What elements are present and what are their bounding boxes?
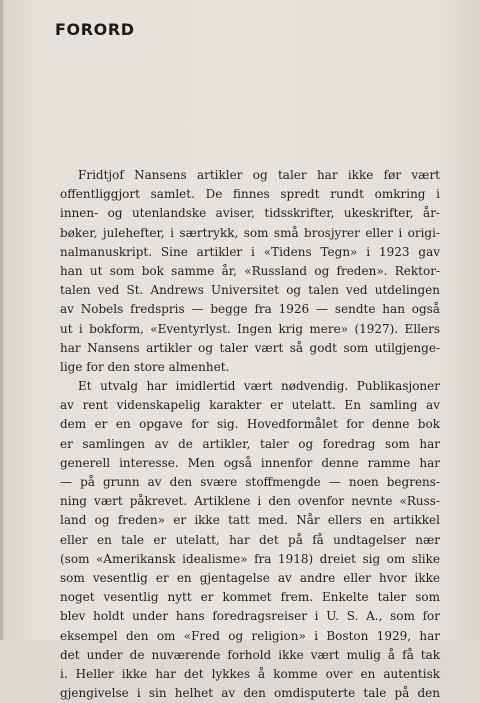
text-line: eksempel den om «Fred og religion» i Boston 1929, har (60, 628, 440, 643)
text-line: talen ved St. Andrews Universitet og talen ved utdelingen (60, 283, 440, 298)
text-line: det under de nuværende forhold ikke vært mulig å få tak (60, 647, 440, 662)
text-line: ut i bokform, «Eventyrlyst. Ingen krig mere» (1927). Ellers (60, 321, 440, 336)
text-line: er samlingen av de artikler, taler og foredrag som har (60, 436, 440, 451)
text-line: av rent videnskapelig karakter er utelatt. En samling av (60, 398, 440, 413)
text-line: generell interesse. Men også innenfor denne ramme har (60, 455, 440, 470)
text-line: offentliggjort samlet. De finnes spredt rundt omkring i (60, 187, 440, 202)
text-line: av Nobels fredspris — begge fra 1926 — sendte han også (60, 302, 440, 317)
text-line: bøker, julehefter, i særtrykk, som små brosjyrer eller i origi- (60, 225, 440, 240)
text-line: dem er en opgave for sig. Hovedformålet for denne bok (60, 417, 440, 432)
text-line: nalmanuskript. Sine artikler i «Tidens Tegn» i 1923 gav (60, 244, 440, 259)
text-line: blev holdt under hans foredragsreiser i U. S. A., som for (60, 609, 440, 624)
text-line: gjengivelse i sin helhet av den omdisputerte tale på den (60, 686, 440, 701)
text-line: som vesentlig er en gjentagelse av andre eller hvor ikke (60, 570, 440, 585)
text-line: han ut som bok samme år, «Russland og freden». Rektor- (60, 263, 440, 278)
text-line: Fridtjof Nansens artikler og taler har ikke før vært (78, 168, 440, 182)
paragraph-1 (60, 166, 440, 377)
page-heading: FORORD (55, 20, 135, 39)
body-text (60, 166, 440, 703)
text-line: land og freden» er ikke tatt med. Når ellers en artikkel (60, 513, 440, 528)
text-line: ning vært påkrevet. Artiklene i den ovenfor nevnte «Russ- (60, 494, 440, 509)
text-line: — på grunn av den svære stoffmengde — noen begrens- (60, 475, 440, 489)
page-spine-shadow (0, 0, 3, 640)
text-line: har Nansens artikler og taler vært så godt som utilgjenge- (60, 340, 440, 355)
text-line: lige for den store almenhet. (60, 359, 230, 374)
text-line: innen- og utenlandske aviser, tidsskrifter, ukeskrifter, år- (60, 206, 440, 221)
text-line: noget vesentlig nytt er kommet frem. Enkelte taler som (60, 590, 440, 605)
text-line: (som «Amerikansk idealisme» fra 1918) dreiet sig om slike (60, 551, 440, 566)
text-line: eller en tale er utelatt, har det på få undtagelser nær (60, 532, 440, 547)
text-line: Et utvalg har imidlertid vært nødvendig. Publikasjoner (78, 379, 440, 394)
paragraph-2 (60, 377, 440, 703)
text-line: i. Heller ikke har det lykkes å komme over en autentisk (60, 666, 440, 681)
